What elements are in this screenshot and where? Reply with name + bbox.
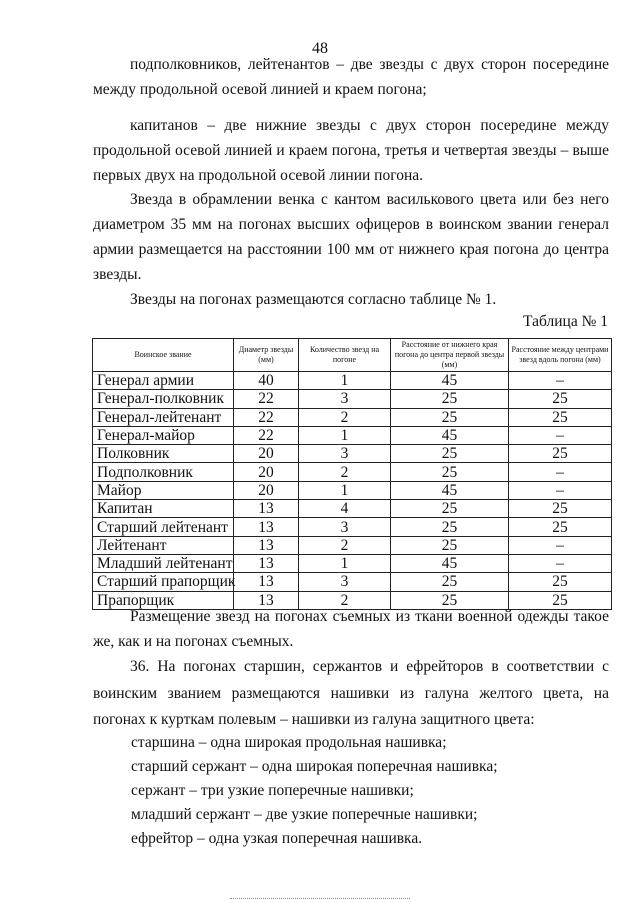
- paragraph-general-star: Звезда в обрамлении венка с кантом василькового цвета или без него диаметром 35 мм на погонах высших офицеров в воинском звании генерал армии размещается на расстоянии 100 мм от нижнего края погона до центра звезды.: [93, 191, 609, 283]
- table-row: [93, 372, 612, 390]
- cell-count: 1: [299, 372, 391, 390]
- cell-distance-between: –: [509, 481, 612, 499]
- cell-rank: Полковник: [93, 445, 234, 463]
- header-count: Количество звезд на погоне: [299, 339, 391, 372]
- cell-distance-between: –: [509, 426, 612, 444]
- cell-distance-between: 25: [509, 500, 612, 518]
- table-row: [93, 500, 612, 518]
- cell-distance-between: 25: [509, 445, 612, 463]
- list-item-senior-sergeant: старший сержант – одна широкая поперечная нашивка;: [131, 758, 498, 775]
- cell-distance-edge: 25: [391, 536, 509, 554]
- cell-diameter: 40: [234, 372, 299, 390]
- table-row: [93, 518, 612, 536]
- cell-diameter: 20: [234, 481, 299, 499]
- cell-count: 2: [299, 591, 391, 609]
- paragraph-36-stripes: 36. На погонах старшин, сержантов и ефрейторов в соответствии с воинским званием размещаются нашивки из галуна желтого цвета, на погонах к курткам полевым – нашивки из галуна защитного цвета:: [93, 658, 609, 728]
- paragraph-table-intro: Звезды на погонах размещаются согласно таблице № 1.: [130, 291, 497, 308]
- cell-distance-edge: 25: [391, 591, 509, 609]
- cell-rank: Капитан: [93, 500, 234, 518]
- cell-diameter: 20: [234, 445, 299, 463]
- list-item-sergeant: сержант – три узкие поперечные нашивки;: [131, 782, 414, 799]
- list-item-starshina: старшина – одна широкая продольная нашивка;: [131, 734, 447, 751]
- table-row: [93, 536, 612, 554]
- cell-count: 3: [299, 445, 391, 463]
- cell-distance-edge: 25: [391, 463, 509, 481]
- cell-diameter: 22: [234, 426, 299, 444]
- table-row: [93, 426, 612, 444]
- cell-rank: Старший прапорщик: [93, 573, 234, 591]
- cell-count: 1: [299, 481, 391, 499]
- cell-distance-edge: 45: [391, 372, 509, 390]
- cell-distance-edge: 25: [391, 445, 509, 463]
- paragraph-captains: капитанов – две нижние звезды с двух сторон посередине между продольной осевой линией и краем погона, третья и четвертая звезды – выше первых двух на продольной осевой линии погона.: [93, 117, 609, 184]
- cell-rank: Младший лейтенант: [93, 554, 234, 572]
- cell-distance-edge: 25: [391, 408, 509, 426]
- cell-diameter: 13: [234, 500, 299, 518]
- paragraph-ranks-lieutenants: подполковников, лейтенантов – две звезды с двух сторон посередине между продольной осевой линией и краем погона;: [93, 56, 609, 98]
- table-caption: Таблица № 1: [523, 313, 608, 330]
- cell-distance-edge: 45: [391, 481, 509, 499]
- cell-rank: Майор: [93, 481, 234, 499]
- table-row: [93, 445, 612, 463]
- cell-distance-edge: 45: [391, 426, 509, 444]
- cell-diameter: 13: [234, 573, 299, 591]
- table-header-row: [93, 339, 612, 372]
- cell-count: 4: [299, 500, 391, 518]
- cell-count: 1: [299, 554, 391, 572]
- cell-diameter: 22: [234, 390, 299, 408]
- cell-distance-between: –: [509, 372, 612, 390]
- cell-count: 2: [299, 408, 391, 426]
- cell-rank: Старший лейтенант: [93, 518, 234, 536]
- table-row: [93, 408, 612, 426]
- cell-rank: Генерал армии: [93, 372, 234, 390]
- cell-distance-between: 25: [509, 390, 612, 408]
- cell-distance-edge: 25: [391, 500, 509, 518]
- cell-diameter: 13: [234, 591, 299, 609]
- cell-count: 1: [299, 426, 391, 444]
- cell-rank: Лейтенант: [93, 536, 234, 554]
- cell-count: 3: [299, 390, 391, 408]
- cell-distance-edge: 25: [391, 518, 509, 536]
- cell-distance-between: –: [509, 536, 612, 554]
- scan-artifact-line: [230, 898, 410, 899]
- cell-count: 3: [299, 573, 391, 591]
- list-item-corporal: ефрейтор – одна узкая поперечная нашивка.: [131, 830, 423, 847]
- list-item-junior-sergeant: младший сержант – две узкие поперечные нашивки;: [131, 806, 478, 823]
- paragraph-removable-cloth: Размещение звезд на погонах съемных из ткани военной одежды такое же, как и на погонах съемных.: [93, 608, 609, 650]
- cell-distance-between: 25: [509, 408, 612, 426]
- cell-rank: Генерал-лейтенант: [93, 408, 234, 426]
- cell-diameter: 22: [234, 408, 299, 426]
- cell-diameter: 13: [234, 554, 299, 572]
- table-row: [93, 463, 612, 481]
- page-number: 48: [312, 40, 328, 57]
- cell-distance-between: 25: [509, 573, 612, 591]
- header-distance-edge: Расстояние от нижнего края погона до центра первой звезды (мм): [391, 339, 509, 372]
- table-row: [93, 573, 612, 591]
- cell-diameter: 13: [234, 536, 299, 554]
- header-distance-between: Расстояние между центрами звезд вдоль погона (мм): [509, 339, 612, 372]
- cell-distance-edge: 45: [391, 554, 509, 572]
- cell-diameter: 13: [234, 518, 299, 536]
- table-row: [93, 554, 612, 572]
- cell-distance-between: –: [509, 463, 612, 481]
- cell-distance-edge: 25: [391, 390, 509, 408]
- cell-rank: Прапорщик: [93, 591, 234, 609]
- cell-distance-between: 25: [509, 591, 612, 609]
- header-diameter: Диаметр звезды (мм): [234, 339, 299, 372]
- cell-distance-between: 25: [509, 518, 612, 536]
- cell-rank: Генерал-полковник: [93, 390, 234, 408]
- cell-diameter: 20: [234, 463, 299, 481]
- cell-count: 3: [299, 518, 391, 536]
- cell-rank: Генерал-майор: [93, 426, 234, 444]
- cell-distance-between: –: [509, 554, 612, 572]
- cell-rank: Подполковник: [93, 463, 234, 481]
- cell-count: 2: [299, 536, 391, 554]
- header-rank: Воинское звание: [93, 339, 234, 372]
- table-row: [93, 481, 612, 499]
- cell-distance-edge: 25: [391, 573, 509, 591]
- cell-count: 2: [299, 463, 391, 481]
- table-row: [93, 390, 612, 408]
- star-placement-table: [92, 338, 612, 610]
